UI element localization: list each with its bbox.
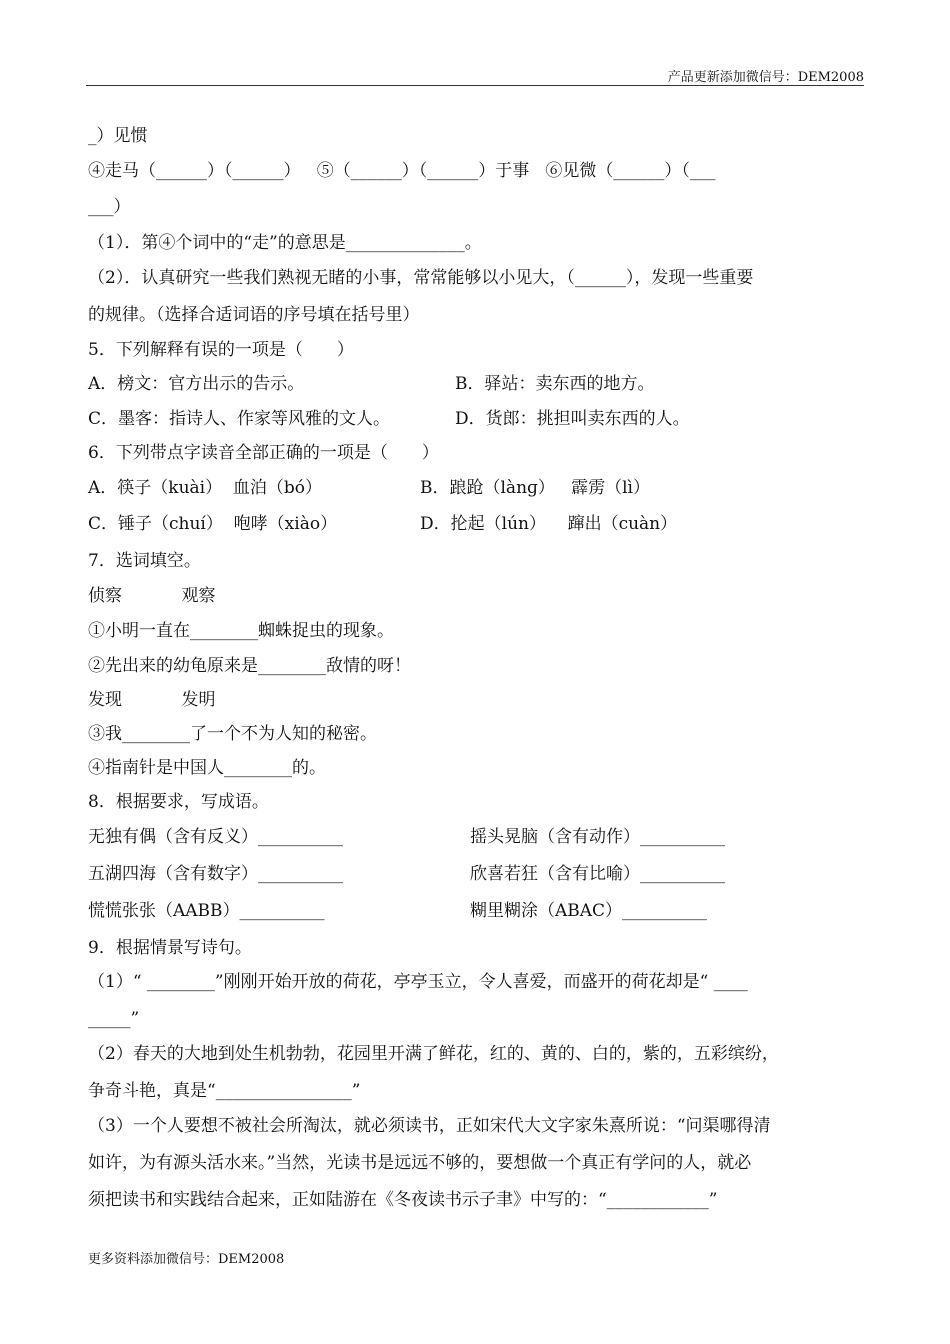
fill-line: ②先出来的幼龟原来是________敌情的呀！	[88, 656, 411, 676]
question-line: 的规律。（选择合适词语的序号填在括号里）	[88, 305, 420, 325]
question-line: 如许，为有源头活水来。”当然，光读书是远远不够的，要想做一个真正有学问的人，就必	[88, 1153, 752, 1173]
text-line: _）见惯	[88, 126, 148, 146]
idiom-item: 欣喜若狂（含有比喻）__________	[470, 864, 725, 884]
fill-line: ③我________了一个不为人知的秘密。	[88, 724, 377, 744]
question-title: 8．根据要求，写成语。	[88, 792, 269, 812]
question-line: 争奇斗艳，真是“________________”	[88, 1081, 361, 1101]
option: D．抡起（lún） 蹿出（cuàn）	[420, 514, 678, 534]
question-title: 6．下列带点字读音全部正确的一项是（ ）	[88, 443, 439, 463]
option: D．货郎：挑担叫卖东西的人。	[455, 409, 690, 429]
question-line: （2）．认真研究一些我们熟视无睹的小事，常常能够以小见大，（______），发现一些重要	[88, 268, 754, 288]
option: C．墨客：指诗人、作家等风雅的文人。	[88, 409, 391, 429]
fill-line: ④指南针是中国人________的。	[88, 758, 326, 778]
idiom-item: 糊里糊涂（ABAC）__________	[470, 901, 708, 921]
question-line: （1）“ ________”刚刚开始开放的荷花，亭亭玉立，令人喜爱，而盛开的荷花却是“ ____	[88, 972, 748, 992]
question-title: 5．下列解释有误的一项是（ ）	[88, 340, 354, 360]
question-line: （2）春天的大地到处生机勃勃，花园里开满了鲜花，红的、黄的、白的，紫的，五彩缤纷，	[88, 1044, 779, 1064]
header-rule	[86, 85, 864, 86]
option: B．驿站：卖东西的地方。	[455, 374, 655, 394]
option: B．踉跄（lànɡ） 霹雳（lì）	[420, 478, 650, 498]
page-footer: 更多资料添加微信号：DEM2008	[88, 1252, 285, 1267]
word-choices: 发现 发明	[88, 690, 216, 710]
option: A．榜文：官方出示的告示。	[88, 374, 305, 394]
question-line: （1）．第④个词中的“走”的意思是______________。	[88, 233, 482, 253]
question-title: 7．选词填空。	[88, 551, 201, 571]
text-line: ④走马（______）（______） ⑤（______）（______）于事 ⑥见微（______）（___	[88, 161, 716, 181]
fill-line: ①小明一直在________蜘蛛捉虫的现象。	[88, 621, 394, 641]
word-choices: 侦察 观察	[88, 586, 216, 606]
option: A．筷子（kuài） 血泊（bó）	[88, 478, 323, 498]
page-header: 产品更新添加微信号：DEM2008	[667, 70, 864, 85]
option: C．锤子（chuí） 咆哮（xiào）	[88, 514, 338, 534]
question-line: （3）一个人要想不被社会所淘汰，就必须读书，正如宋代大文字家朱熹所说：“问渠哪得清	[88, 1116, 771, 1136]
question-title: 9．根据情景写诗句。	[88, 938, 252, 958]
idiom-item: 无独有偶（含有反义）__________	[88, 827, 343, 847]
text-line: ___）	[88, 197, 131, 217]
idiom-item: 五湖四海（含有数字）__________	[88, 864, 343, 884]
question-line: 须把读书和实践结合起来，正如陆游在《冬夜读书示子聿》中写的：“____________”	[88, 1190, 718, 1210]
idiom-item: 摇头晃脑（含有动作）__________	[470, 827, 725, 847]
idiom-item: 慌慌张张（AABB）__________	[88, 901, 325, 921]
question-line: _____”	[88, 1009, 140, 1029]
